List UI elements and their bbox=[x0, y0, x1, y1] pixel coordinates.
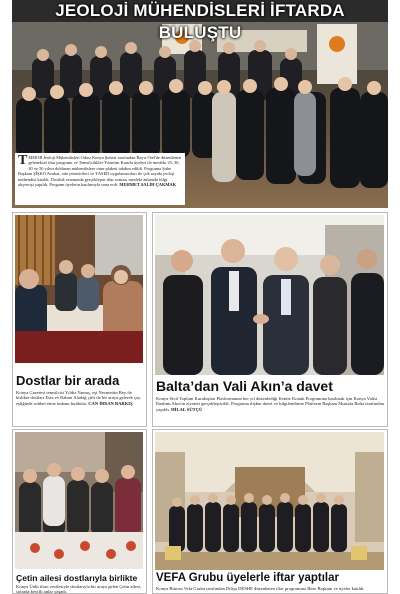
vefa-headline: VEFA Grubu üyelerle iftar yaptılar bbox=[156, 572, 339, 584]
dostlar-body bbox=[16, 390, 144, 424]
cetin-body: Konya Ünlü iftarı vesilesiyle dostlarıyla bir araya gelen Çetin ailesi, sofrada keyifli anlar yaşadı. bbox=[16, 584, 142, 594]
top-headline: JEOLOJİ MÜHENDİSLERİ İFTARDA BULUŞTU bbox=[55, 1, 345, 42]
balta-photo bbox=[155, 215, 384, 375]
vefa-body: Konya Bürosu Vefa Grubu tarafından Dilişa DESHE düzenlenen iftar programına Büro Başkanı ve üyeler katıldı. bbox=[156, 586, 365, 591]
vefa-photo bbox=[155, 432, 384, 570]
dostlar-headline: Dostlar bir arada bbox=[16, 373, 120, 388]
balta-headline: Balta’dan Vali Akın’a davet bbox=[156, 378, 333, 394]
balta-body bbox=[156, 396, 384, 424]
caption-byline: MEHMET SALİH ÇAKMAK bbox=[119, 182, 177, 188]
dostlar-photo bbox=[15, 215, 143, 363]
balta-byline: HİLAL SÜTÇÜ bbox=[171, 406, 203, 412]
balta-body-text: Konya Sivil Toplum Kuruluşları Platformunun her yıl düzenlediği Kentte Konuk Programına katılmak için Konya Valisi İbrahim Akın'ın ziyareti gerçekleştirildi. Programa ilişkin davet ve bilgilendirme Platform Başkanı Mustafa Balta tarafından yapıldı. bbox=[156, 396, 384, 412]
dostlar-byline: CAN İHSAN BARKIŞ bbox=[88, 400, 133, 406]
cetin-headline: Çetin ailesi dostlarıyla birlikte bbox=[16, 573, 138, 583]
caption-dropcap: T bbox=[18, 153, 28, 168]
caption-text: MMOB Jeoloji Mühendisleri Odası Konya Şubesi tarafından Bayır Otel'de düzenlenen geleneksel iftar programı ve Temsilcilikler Yönetim Kurulu üyeleri ile mesleki 25, 30, 40 ve 50 yılını dolduran mühendislere onur plaketi takdim edildi. Programa Şube Başkanı ŞİŞKO Avukat, oda yöneticileri ve YASED uygulamacıları ile çok sayıda jeoloji mühendisi katıldı. Dostluk ortamında gerçekleşen iftar sonrası mesleki anlamda bilgi alışverişi yapıldı. Program üyelerin katılımıyla sona erdi. bbox=[18, 155, 181, 188]
dostlar-body-text: Konya Gazetesi temsilcisi Yıldız Yamaç, eşi Necmettin Bey ile birlikte dostları Esra ve Rahmi Aladağ çifti ile bir araya gelerek çay eşliğinde sohbet etme imkanı buldular. bbox=[16, 390, 141, 406]
top-caption bbox=[15, 153, 185, 205]
cetin-photo bbox=[15, 432, 143, 569]
